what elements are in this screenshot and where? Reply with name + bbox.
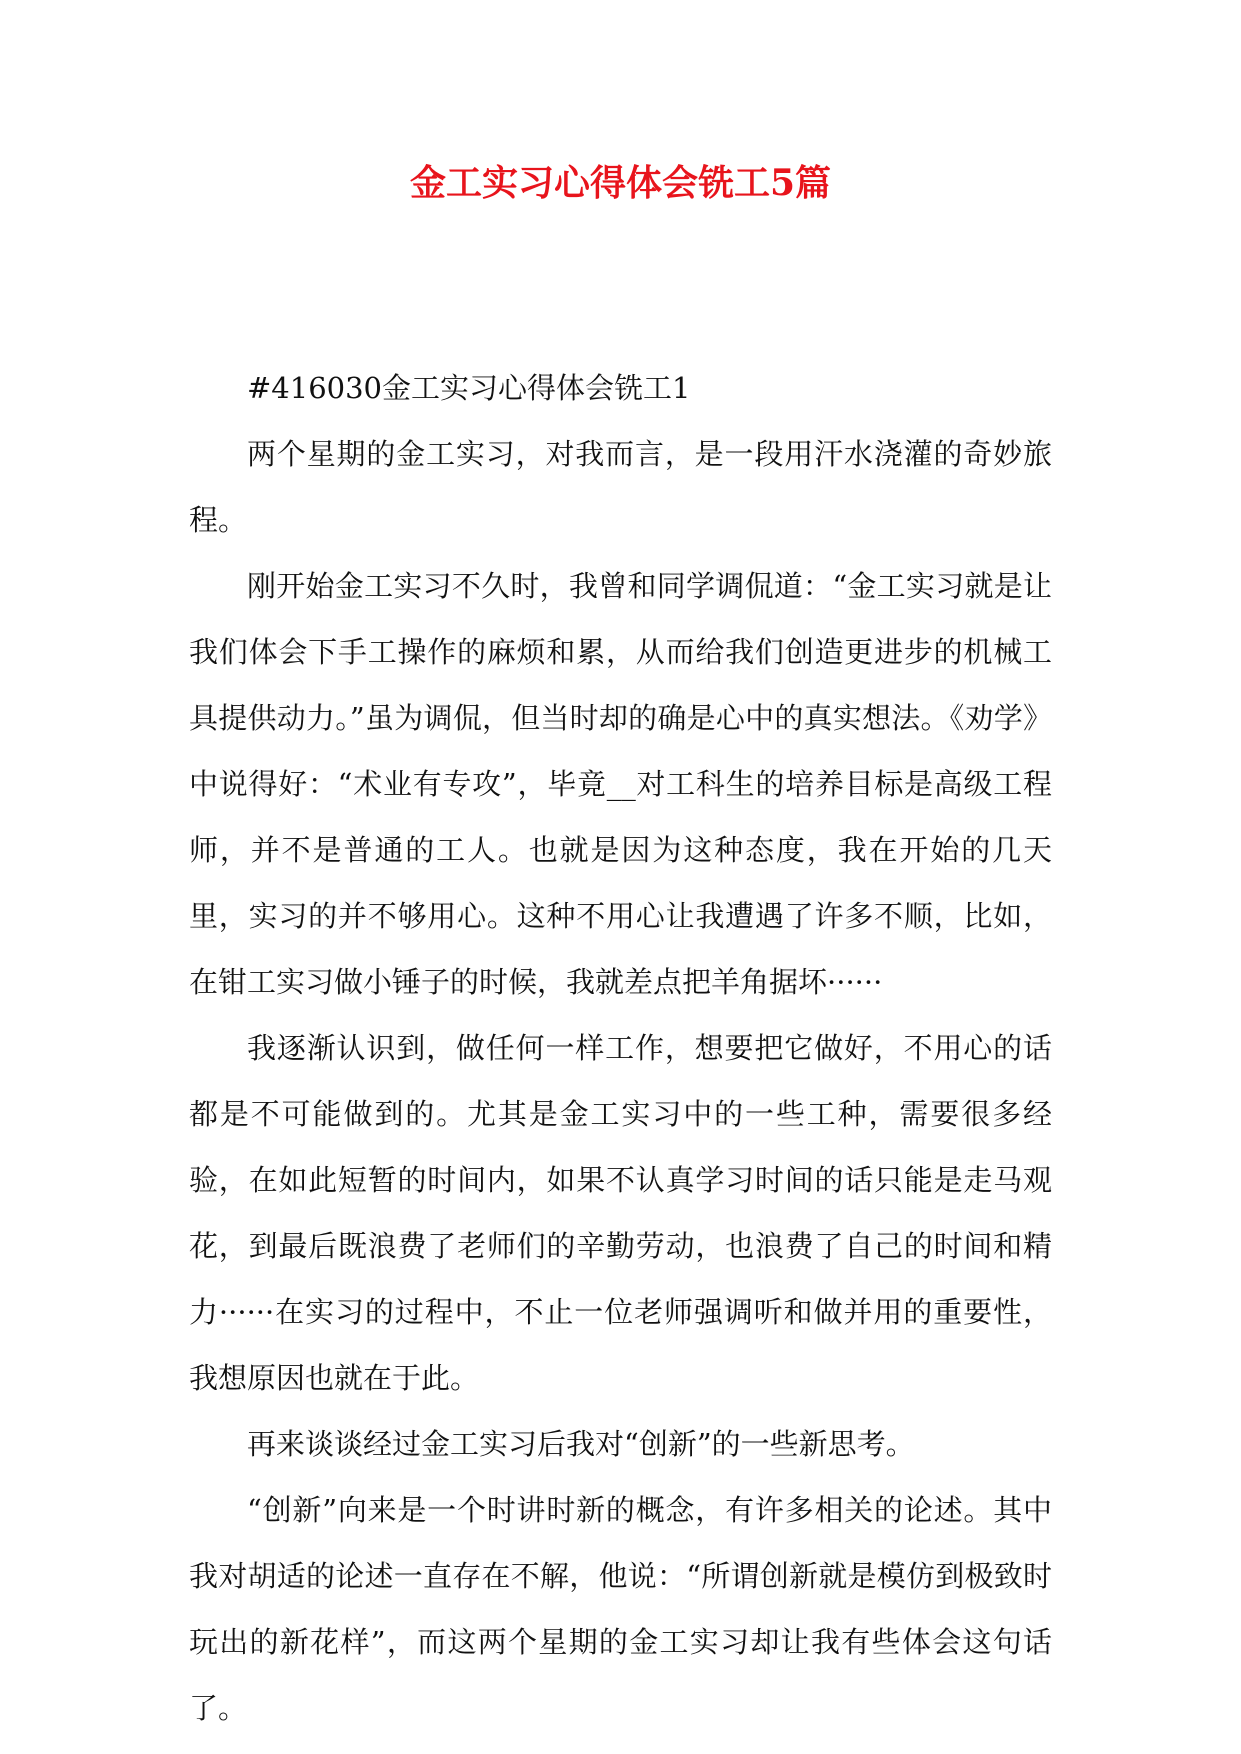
document-body — [189, 355, 1052, 1741]
paragraph: 我逐渐认识到，做任何一样工作，想要把它做好，不用心的话都是不可能做到的。尤其是金工实习中的一些工种，需要很多经验，在如此短暂的时间内，如果不认真学习时间的话只能是走马观花，到最后既浪费了老师们的辛勤劳动，也浪费了自己的时间和精力······在实习的过程中，不止一位老师强调听和做并用的重要性，我想原因也就在于此。 — [189, 1031, 1052, 1395]
paragraph: “创新”向来是一个时讲时新的概念，有许多相关的论述。其中我对胡适的论述一直存在不解，他说：“所谓创新就是模仿到极致时玩出的新花样”，而这两个星期的金工实习却让我有些体会这句话了。 — [189, 1493, 1052, 1725]
paragraph-heading: #416030金工实习心得体会铣工1 — [247, 371, 691, 405]
paragraph: 两个星期的金工实习，对我而言，是一段用汗水浇灌的奇妙旅程。 — [189, 437, 1052, 537]
paragraph: 再来谈谈经过金工实习后我对“创新”的一些新思考。 — [247, 1427, 915, 1461]
paragraph: 刚开始金工实习不久时，我曾和同学调侃道：“金工实习就是让我们体会下手工操作的麻烦和累，从而给我们创造更进步的机械工具提供动力。”虽为调侃，但当时却的确是心中的真实想法。《劝学》中说得好：“术业有专攻”，毕竟__对工科生的培养目标是高级工程师，并不是普通的工人。也就是因为这种态度，我在开始的几天里，实习的并不够用心。这种不用心让我遭遇了许多不顺，比如，在钳工实习做小锤子的时候，我就差点把羊角据坏······ — [189, 569, 1052, 999]
document-title: 金工实习心得体会铣工5篇 — [409, 162, 832, 204]
